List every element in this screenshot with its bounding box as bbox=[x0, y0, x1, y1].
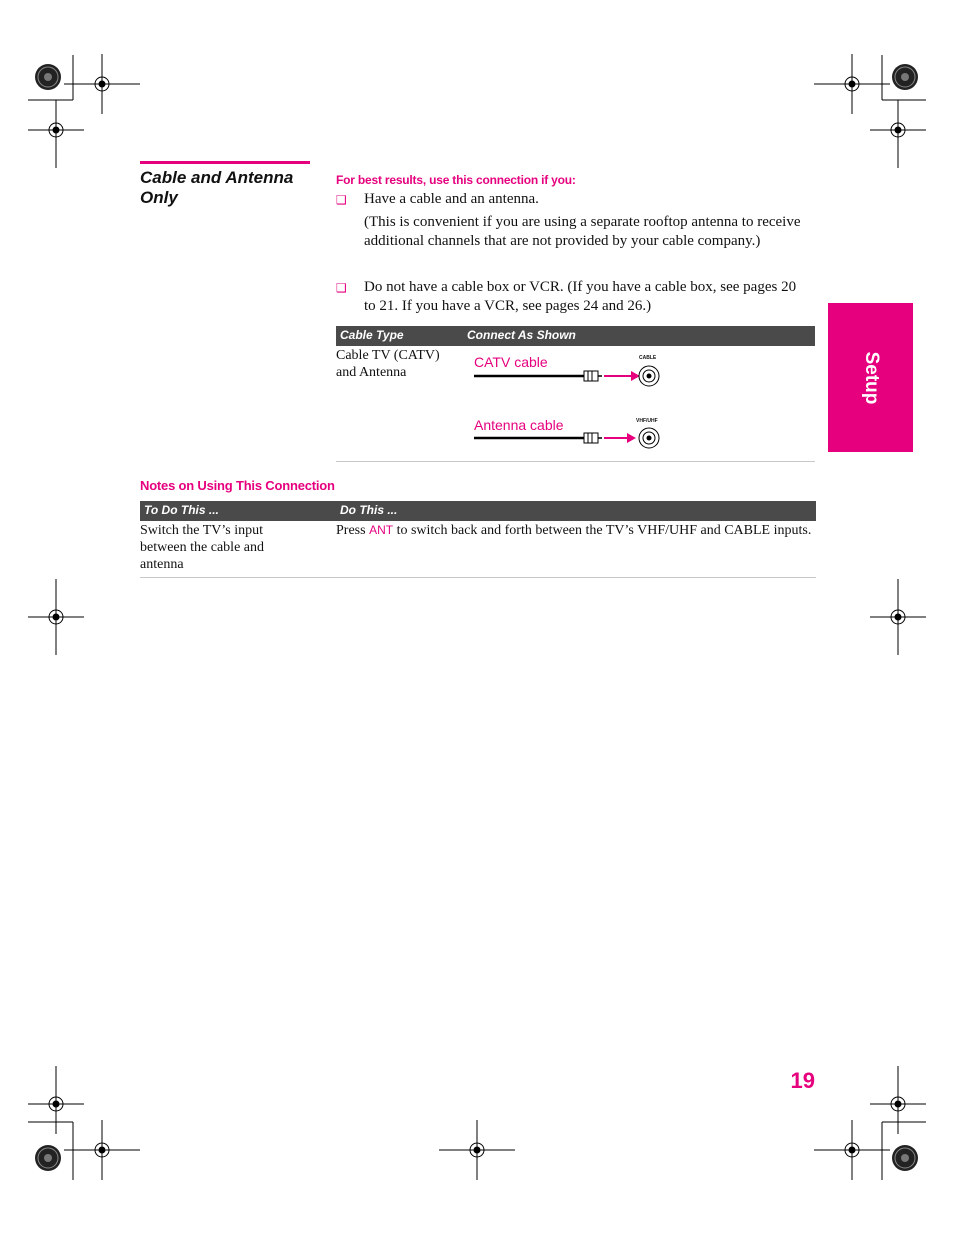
cable-type-cell: Cable TV (CATV) and Antenna bbox=[336, 348, 440, 380]
header-cable-type: Cable Type bbox=[340, 328, 404, 342]
catv-cable-label: CATV cable bbox=[474, 354, 548, 370]
cable-port-label: CABLE bbox=[639, 355, 657, 361]
antenna-cable-line bbox=[474, 433, 602, 443]
notes-action-cell bbox=[336, 522, 814, 539]
notes-action-rest: to switch back and forth between the TV’s VHF/UHF and CABLE inputs. bbox=[396, 523, 812, 538]
connection-table-header bbox=[336, 326, 815, 346]
header-do-this: Do This ... bbox=[340, 503, 398, 517]
page-number: 19 bbox=[790, 1068, 815, 1093]
antenna-cable-label: Antenna cable bbox=[474, 417, 564, 433]
notes-table-rule bbox=[140, 577, 816, 578]
notes-title: Notes on Using This Connection bbox=[140, 478, 335, 493]
ant-button-label: ANT bbox=[369, 523, 394, 537]
arrow-right-icon bbox=[604, 371, 640, 381]
connection-diagram bbox=[470, 360, 670, 455]
vhf-uhf-port-connector bbox=[639, 428, 659, 448]
notes-table-header bbox=[140, 501, 816, 521]
vhf-uhf-port-label: VHF/UHF bbox=[636, 418, 658, 424]
section-side-tab bbox=[828, 303, 913, 452]
checkbox-bullet-icon: ❑ bbox=[336, 281, 347, 295]
header-to-do-this: To Do This ... bbox=[144, 503, 219, 517]
checkbox-bullet-icon: ❑ bbox=[336, 193, 347, 207]
arrow-right-icon bbox=[604, 433, 636, 443]
cable-port-connector bbox=[639, 366, 659, 386]
catv-cable-line bbox=[474, 371, 602, 381]
intro-item-1: Have a cable and an antenna. bbox=[364, 191, 539, 207]
press-text: Press bbox=[336, 523, 366, 538]
side-tab-label: Setup bbox=[860, 351, 882, 404]
intro-lead: For best results, use this connection if you: bbox=[336, 173, 576, 187]
header-connect-as-shown: Connect As Shown bbox=[467, 328, 576, 342]
intro-item-1-note: (This is convenient if you are using a separate rooftop antenna to receive additional channels that are not provided by your cable company.) bbox=[364, 214, 801, 249]
section-title: Cable and Antenna Only bbox=[140, 168, 294, 207]
intro-item-2: Do not have a cable box or VCR. (If you have a cable box, see pages 20 to 21. If you have a VCR, see pages 24 and 26.) bbox=[364, 279, 797, 314]
notes-todo-cell: Switch the TV’s input between the cable and antenna bbox=[140, 523, 264, 572]
connection-table-rule bbox=[336, 461, 815, 462]
section-rule bbox=[140, 161, 310, 164]
